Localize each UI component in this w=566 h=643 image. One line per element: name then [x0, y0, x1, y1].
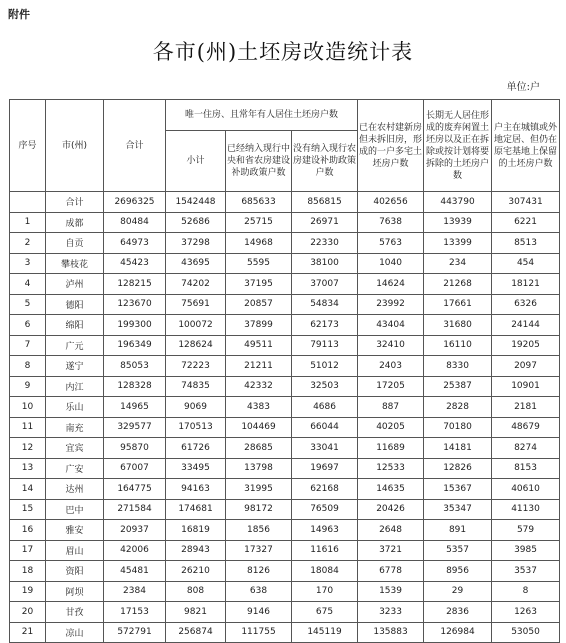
- cell-idle: 2836: [424, 602, 492, 623]
- table-row: [10, 335, 560, 356]
- cell-subtotal: 75691: [166, 294, 226, 315]
- cell-city: 合计: [46, 192, 104, 213]
- cell-subtotal: 128624: [166, 335, 226, 356]
- statistics-table: [9, 99, 560, 643]
- cell-rebuilt: 3721: [358, 540, 424, 561]
- cell-seq: 15: [10, 499, 46, 520]
- cell-seq: 21: [10, 622, 46, 643]
- cell-city: 攀枝花: [46, 253, 104, 274]
- cell-elsewhere: 10901: [492, 376, 560, 397]
- cell-elsewhere: 48679: [492, 417, 560, 438]
- cell-idle: 8956: [424, 561, 492, 582]
- cell-elsewhere: 53050: [492, 622, 560, 643]
- cell-included: 104469: [226, 417, 292, 438]
- cell-included: 28685: [226, 438, 292, 459]
- cell-not-included: 51012: [292, 356, 358, 377]
- cell-subtotal: 9069: [166, 397, 226, 418]
- table-row: [10, 397, 560, 418]
- header-seq: 序号: [10, 100, 46, 192]
- cell-not-included: 14963: [292, 520, 358, 541]
- cell-city: 泸州: [46, 274, 104, 295]
- cell-subtotal: 256874: [166, 622, 226, 643]
- cell-not-included: 62173: [292, 315, 358, 336]
- cell-city: 广安: [46, 458, 104, 479]
- cell-seq: 20: [10, 602, 46, 623]
- table-row: [10, 458, 560, 479]
- cell-idle: 13939: [424, 212, 492, 233]
- cell-included: 8126: [226, 561, 292, 582]
- cell-not-included: 76509: [292, 499, 358, 520]
- cell-included: 4383: [226, 397, 292, 418]
- cell-included: 42332: [226, 376, 292, 397]
- table-row: [10, 499, 560, 520]
- cell-seq: 18: [10, 561, 46, 582]
- cell-elsewhere: 8153: [492, 458, 560, 479]
- cell-city: 巴中: [46, 499, 104, 520]
- cell-included: 37899: [226, 315, 292, 336]
- cell-not-included: 170: [292, 581, 358, 602]
- table-row: [10, 561, 560, 582]
- cell-idle: 14181: [424, 438, 492, 459]
- cell-subtotal: 28943: [166, 540, 226, 561]
- header-idle: 长期无人居住形成的废弃闲置土坯房以及正在拆除或按计划将要拆除的土坯房户数: [424, 100, 492, 192]
- cell-idle: 443790: [424, 192, 492, 213]
- cell-rebuilt: 1040: [358, 253, 424, 274]
- cell-total: 14965: [104, 397, 166, 418]
- cell-idle: 31680: [424, 315, 492, 336]
- cell-rebuilt: 11689: [358, 438, 424, 459]
- cell-city: 眉山: [46, 540, 104, 561]
- cell-total: 199300: [104, 315, 166, 336]
- cell-elsewhere: 307431: [492, 192, 560, 213]
- cell-elsewhere: 18121: [492, 274, 560, 295]
- cell-total: 329577: [104, 417, 166, 438]
- unit-label: 单位:户: [506, 82, 540, 93]
- cell-not-included: 37007: [292, 274, 358, 295]
- cell-subtotal: 61726: [166, 438, 226, 459]
- cell-included: 1856: [226, 520, 292, 541]
- cell-rebuilt: 23992: [358, 294, 424, 315]
- table-body: [10, 192, 560, 643]
- cell-subtotal: 16819: [166, 520, 226, 541]
- cell-subtotal: 9821: [166, 602, 226, 623]
- cell-subtotal: 37298: [166, 233, 226, 254]
- cell-not-included: 54834: [292, 294, 358, 315]
- cell-subtotal: 26210: [166, 561, 226, 582]
- cell-rebuilt: 2403: [358, 356, 424, 377]
- cell-included: 17327: [226, 540, 292, 561]
- cell-elsewhere: 3985: [492, 540, 560, 561]
- header-city: 市(州): [46, 100, 104, 192]
- cell-city: 宜宾: [46, 438, 104, 459]
- cell-subtotal: 52686: [166, 212, 226, 233]
- cell-subtotal: 808: [166, 581, 226, 602]
- cell-not-included: 38100: [292, 253, 358, 274]
- cell-seq: 12: [10, 438, 46, 459]
- cell-rebuilt: 20426: [358, 499, 424, 520]
- cell-rebuilt: 1539: [358, 581, 424, 602]
- cell-seq: 8: [10, 356, 46, 377]
- header-not-included: 没有纳入现行农房建设补助政策户数: [292, 131, 358, 192]
- cell-subtotal: 33495: [166, 458, 226, 479]
- cell-not-included: 66044: [292, 417, 358, 438]
- cell-city: 南充: [46, 417, 104, 438]
- cell-rebuilt: 12533: [358, 458, 424, 479]
- cell-subtotal: 1542448: [166, 192, 226, 213]
- cell-not-included: 145119: [292, 622, 358, 643]
- cell-idle: 17661: [424, 294, 492, 315]
- cell-included: 9146: [226, 602, 292, 623]
- cell-seq: 4: [10, 274, 46, 295]
- cell-idle: 234: [424, 253, 492, 274]
- cell-included: 14968: [226, 233, 292, 254]
- cell-subtotal: 174681: [166, 499, 226, 520]
- table-row: [10, 253, 560, 274]
- cell-idle: 16110: [424, 335, 492, 356]
- cell-subtotal: 43695: [166, 253, 226, 274]
- cell-idle: 12826: [424, 458, 492, 479]
- cell-included: 13798: [226, 458, 292, 479]
- table-row: [10, 581, 560, 602]
- cell-total: 85053: [104, 356, 166, 377]
- cell-city: 甘孜: [46, 602, 104, 623]
- cell-seq: 13: [10, 458, 46, 479]
- cell-seq: 1: [10, 212, 46, 233]
- cell-included: 37195: [226, 274, 292, 295]
- table-row: [10, 602, 560, 623]
- cell-seq: 7: [10, 335, 46, 356]
- cell-subtotal: 74202: [166, 274, 226, 295]
- cell-city: 凉山: [46, 622, 104, 643]
- header-subtotal: 小计: [166, 131, 226, 192]
- page-title: 各市(州)土坯房改造统计表: [152, 40, 414, 64]
- cell-city: 阿坝: [46, 581, 104, 602]
- cell-not-included: 32503: [292, 376, 358, 397]
- cell-idle: 2828: [424, 397, 492, 418]
- cell-included: 685633: [226, 192, 292, 213]
- cell-included: 49511: [226, 335, 292, 356]
- cell-seq: 17: [10, 540, 46, 561]
- cell-not-included: 26971: [292, 212, 358, 233]
- cell-total: 196349: [104, 335, 166, 356]
- cell-total: 271584: [104, 499, 166, 520]
- cell-city: 成都: [46, 212, 104, 233]
- cell-total: 164775: [104, 479, 166, 500]
- cell-seq: [10, 192, 46, 213]
- header-included: 已经纳入现行中央和省农房建设补助政策户数: [226, 131, 292, 192]
- table-row: [10, 520, 560, 541]
- cell-seq: 16: [10, 520, 46, 541]
- cell-elsewhere: 19205: [492, 335, 560, 356]
- cell-total: 20937: [104, 520, 166, 541]
- cell-idle: 891: [424, 520, 492, 541]
- cell-not-included: 33041: [292, 438, 358, 459]
- cell-total: 67007: [104, 458, 166, 479]
- cell-seq: 14: [10, 479, 46, 500]
- cell-seq: 11: [10, 417, 46, 438]
- cell-city: 内江: [46, 376, 104, 397]
- cell-rebuilt: 3233: [358, 602, 424, 623]
- cell-subtotal: 100072: [166, 315, 226, 336]
- cell-total: 2384: [104, 581, 166, 602]
- attachment-label: 附件: [8, 8, 30, 21]
- cell-city: 达州: [46, 479, 104, 500]
- header-rebuilt: 已在农村建新房但未拆旧房，形成的一户多宅土坯房户数: [358, 100, 424, 192]
- cell-total: 64973: [104, 233, 166, 254]
- cell-rebuilt: 402656: [358, 192, 424, 213]
- cell-elsewhere: 24144: [492, 315, 560, 336]
- cell-not-included: 19697: [292, 458, 358, 479]
- cell-city: 雅安: [46, 520, 104, 541]
- cell-rebuilt: 6778: [358, 561, 424, 582]
- header-elsewhere: 户主在城镇或外地定居、但仍在原宅基地上保留的土坯房户数: [492, 100, 560, 192]
- cell-city: 广元: [46, 335, 104, 356]
- table-row: [10, 622, 560, 643]
- cell-elsewhere: 40610: [492, 479, 560, 500]
- cell-elsewhere: 2181: [492, 397, 560, 418]
- cell-idle: 70180: [424, 417, 492, 438]
- cell-idle: 21268: [424, 274, 492, 295]
- cell-elsewhere: 2097: [492, 356, 560, 377]
- cell-rebuilt: 17205: [358, 376, 424, 397]
- header-group-primary-residence: 唯一住房、且常年有人居住土坯房户数: [166, 100, 358, 131]
- cell-not-included: 62168: [292, 479, 358, 500]
- cell-elsewhere: 8: [492, 581, 560, 602]
- cell-not-included: 79113: [292, 335, 358, 356]
- cell-rebuilt: 32410: [358, 335, 424, 356]
- cell-elsewhere: 41130: [492, 499, 560, 520]
- table-row: [10, 315, 560, 336]
- cell-rebuilt: 14624: [358, 274, 424, 295]
- cell-included: 111755: [226, 622, 292, 643]
- cell-included: 25715: [226, 212, 292, 233]
- cell-idle: 13399: [424, 233, 492, 254]
- cell-idle: 25387: [424, 376, 492, 397]
- cell-seq: 10: [10, 397, 46, 418]
- cell-seq: 3: [10, 253, 46, 274]
- cell-city: 自贡: [46, 233, 104, 254]
- cell-seq: 19: [10, 581, 46, 602]
- cell-rebuilt: 40205: [358, 417, 424, 438]
- cell-rebuilt: 14635: [358, 479, 424, 500]
- cell-city: 乐山: [46, 397, 104, 418]
- cell-city: 绵阳: [46, 315, 104, 336]
- cell-total: 123670: [104, 294, 166, 315]
- cell-subtotal: 170513: [166, 417, 226, 438]
- cell-total: 128328: [104, 376, 166, 397]
- cell-subtotal: 74835: [166, 376, 226, 397]
- cell-total: 95870: [104, 438, 166, 459]
- cell-total: 45481: [104, 561, 166, 582]
- cell-not-included: 22330: [292, 233, 358, 254]
- table-row: [10, 233, 560, 254]
- cell-total: 2696325: [104, 192, 166, 213]
- table-row: [10, 294, 560, 315]
- cell-included: 31995: [226, 479, 292, 500]
- cell-elsewhere: 3537: [492, 561, 560, 582]
- cell-total: 80484: [104, 212, 166, 233]
- cell-idle: 126984: [424, 622, 492, 643]
- cell-total: 17153: [104, 602, 166, 623]
- table-row: [10, 212, 560, 233]
- cell-rebuilt: 5763: [358, 233, 424, 254]
- table-row: [10, 356, 560, 377]
- cell-not-included: 11616: [292, 540, 358, 561]
- header-total: 合计: [104, 100, 166, 192]
- cell-rebuilt: 7638: [358, 212, 424, 233]
- cell-elsewhere: 8274: [492, 438, 560, 459]
- cell-rebuilt: 887: [358, 397, 424, 418]
- cell-rebuilt: 43404: [358, 315, 424, 336]
- cell-not-included: 4686: [292, 397, 358, 418]
- cell-subtotal: 94163: [166, 479, 226, 500]
- cell-total: 128215: [104, 274, 166, 295]
- cell-idle: 15367: [424, 479, 492, 500]
- cell-elsewhere: 6326: [492, 294, 560, 315]
- cell-included: 5595: [226, 253, 292, 274]
- cell-total: 42006: [104, 540, 166, 561]
- table-row: [10, 274, 560, 295]
- table-row: [10, 417, 560, 438]
- cell-city: 资阳: [46, 561, 104, 582]
- cell-not-included: 675: [292, 602, 358, 623]
- cell-elsewhere: 454: [492, 253, 560, 274]
- cell-seq: 2: [10, 233, 46, 254]
- cell-idle: 5357: [424, 540, 492, 561]
- cell-seq: 9: [10, 376, 46, 397]
- cell-rebuilt: 135883: [358, 622, 424, 643]
- cell-elsewhere: 1263: [492, 602, 560, 623]
- cell-idle: 8330: [424, 356, 492, 377]
- cell-rebuilt: 2648: [358, 520, 424, 541]
- cell-included: 21211: [226, 356, 292, 377]
- table-row: [10, 438, 560, 459]
- cell-idle: 35347: [424, 499, 492, 520]
- cell-included: 98172: [226, 499, 292, 520]
- cell-included: 20857: [226, 294, 292, 315]
- cell-elsewhere: 8513: [492, 233, 560, 254]
- cell-city: 德阳: [46, 294, 104, 315]
- cell-seq: 5: [10, 294, 46, 315]
- table-row: [10, 479, 560, 500]
- cell-total: 45423: [104, 253, 166, 274]
- cell-total: 572791: [104, 622, 166, 643]
- cell-idle: 29: [424, 581, 492, 602]
- cell-not-included: 18084: [292, 561, 358, 582]
- cell-seq: 6: [10, 315, 46, 336]
- cell-elsewhere: 6221: [492, 212, 560, 233]
- cell-not-included: 856815: [292, 192, 358, 213]
- table-row: [10, 192, 560, 213]
- table-row: [10, 540, 560, 561]
- cell-elsewhere: 579: [492, 520, 560, 541]
- table-row: [10, 376, 560, 397]
- cell-included: 638: [226, 581, 292, 602]
- cell-subtotal: 72223: [166, 356, 226, 377]
- cell-city: 遂宁: [46, 356, 104, 377]
